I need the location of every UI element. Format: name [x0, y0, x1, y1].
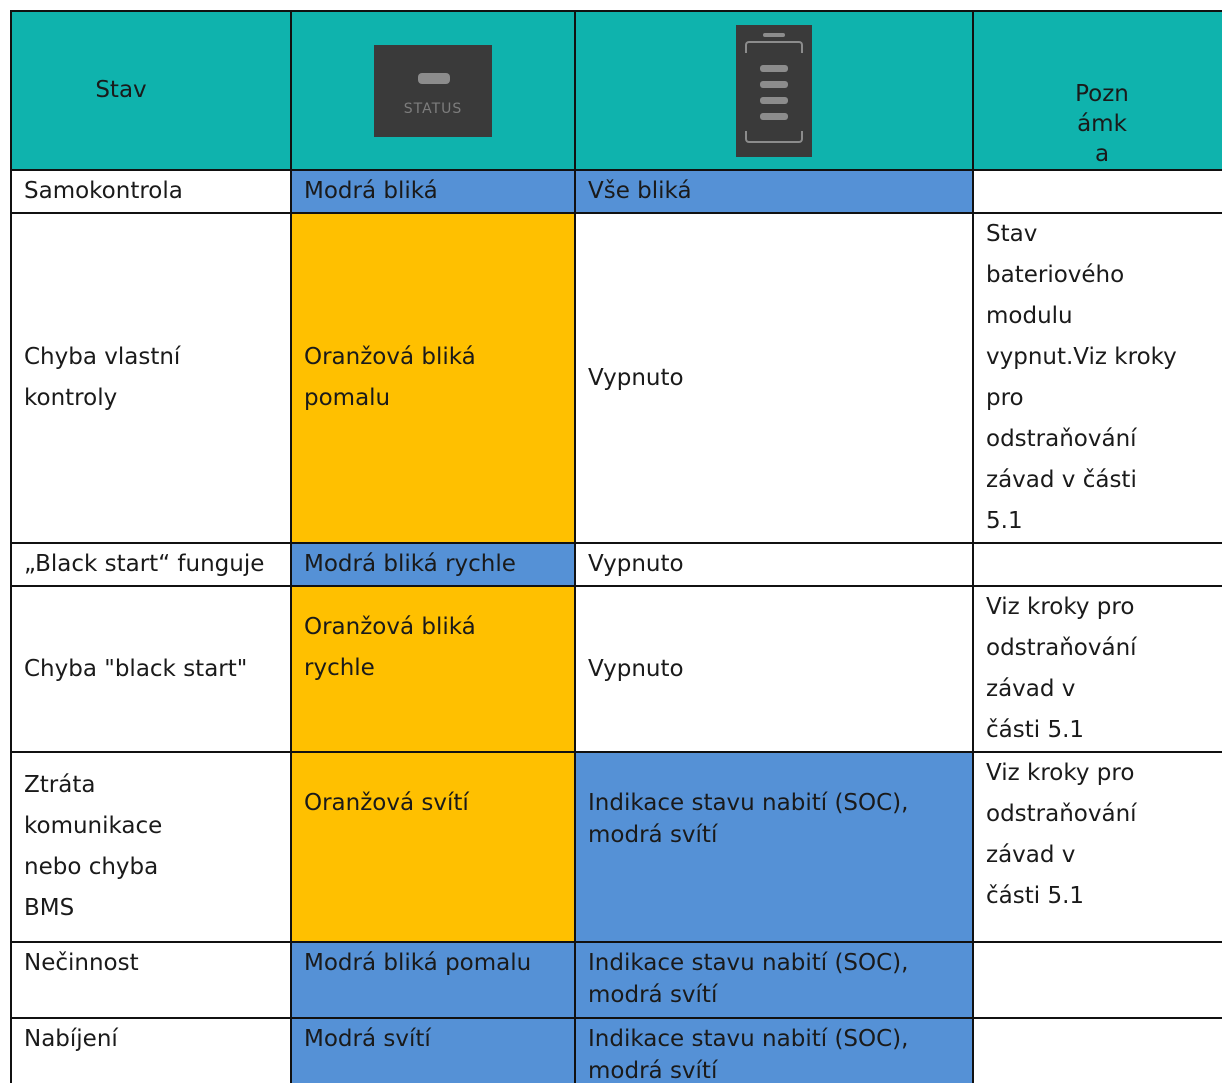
table-row — [11, 170, 1222, 213]
battery-bracket-top — [745, 41, 803, 53]
note-cell: Stav bateriového modulu vypnut.Viz kroky pro odstraňování závad v části 5.1 — [986, 221, 1177, 534]
status-cell: Modrá svítí — [304, 1026, 431, 1052]
state-cell: Ztráta komunikace nebo chyba BMS — [24, 772, 163, 921]
state-cell: Samokontrola — [24, 178, 183, 204]
battery-bar — [760, 97, 788, 104]
soc-cell: Indikace stavu nabití (SOC), modrá svítí — [588, 1026, 909, 1083]
soc-cell: Vše bliká — [588, 178, 692, 204]
table-row — [11, 586, 1222, 752]
table-row — [11, 543, 1222, 586]
status-icon-label: STATUS — [403, 100, 463, 117]
battery-cap — [763, 33, 785, 37]
soc-cell: Indikace stavu nabití (SOC), modrá svítí — [588, 790, 909, 848]
soc-cell: Indikace stavu nabití (SOC), modrá svítí — [588, 950, 909, 1008]
table-row — [11, 752, 1222, 942]
battery-bar — [760, 113, 788, 120]
battery-soc-icon — [736, 25, 812, 157]
soc-cell: Vypnuto — [588, 364, 684, 391]
state-cell: Nabíjení — [24, 1026, 118, 1052]
header-status — [291, 11, 575, 170]
table-row — [11, 1018, 1222, 1083]
state-cell: Nečinnost — [24, 950, 139, 976]
header-note-label: Pozn ámk a — [1075, 81, 1129, 167]
status-led-icon — [374, 45, 492, 137]
soc-cell: Vypnuto — [588, 551, 684, 577]
soc-cell: Vypnuto — [588, 655, 684, 682]
header-state — [11, 11, 291, 170]
header-state-label: Stav — [95, 77, 147, 103]
table-row — [11, 213, 1222, 543]
battery-bar — [760, 81, 788, 88]
battery-bracket-bottom — [745, 131, 803, 143]
note-cell: Viz kroky pro odstraňování závad v části 5.1 — [986, 594, 1137, 743]
led-status-table — [10, 10, 1222, 1083]
header-soc — [575, 11, 973, 170]
status-cell: Oranžová bliká rychle — [304, 614, 476, 681]
battery-bar — [760, 65, 788, 72]
header-note — [973, 11, 1222, 170]
status-cell: Modrá bliká — [304, 178, 438, 204]
status-cell: Oranžová bliká pomalu — [304, 344, 476, 411]
table-row — [11, 942, 1222, 1018]
header-row — [11, 11, 1222, 170]
state-cell: Chyba "black start" — [24, 655, 248, 682]
state-cell: „Black start“ funguje — [24, 551, 265, 577]
status-cell: Oranžová svítí — [304, 790, 469, 816]
state-cell: Chyba vlastní kontroly — [24, 344, 181, 411]
status-cell: Modrá bliká pomalu — [304, 950, 532, 976]
note-cell: Viz kroky pro odstraňování závad v části 5.1 — [986, 760, 1137, 909]
status-led-indicator — [418, 73, 450, 84]
status-cell: Modrá bliká rychle — [304, 551, 516, 577]
